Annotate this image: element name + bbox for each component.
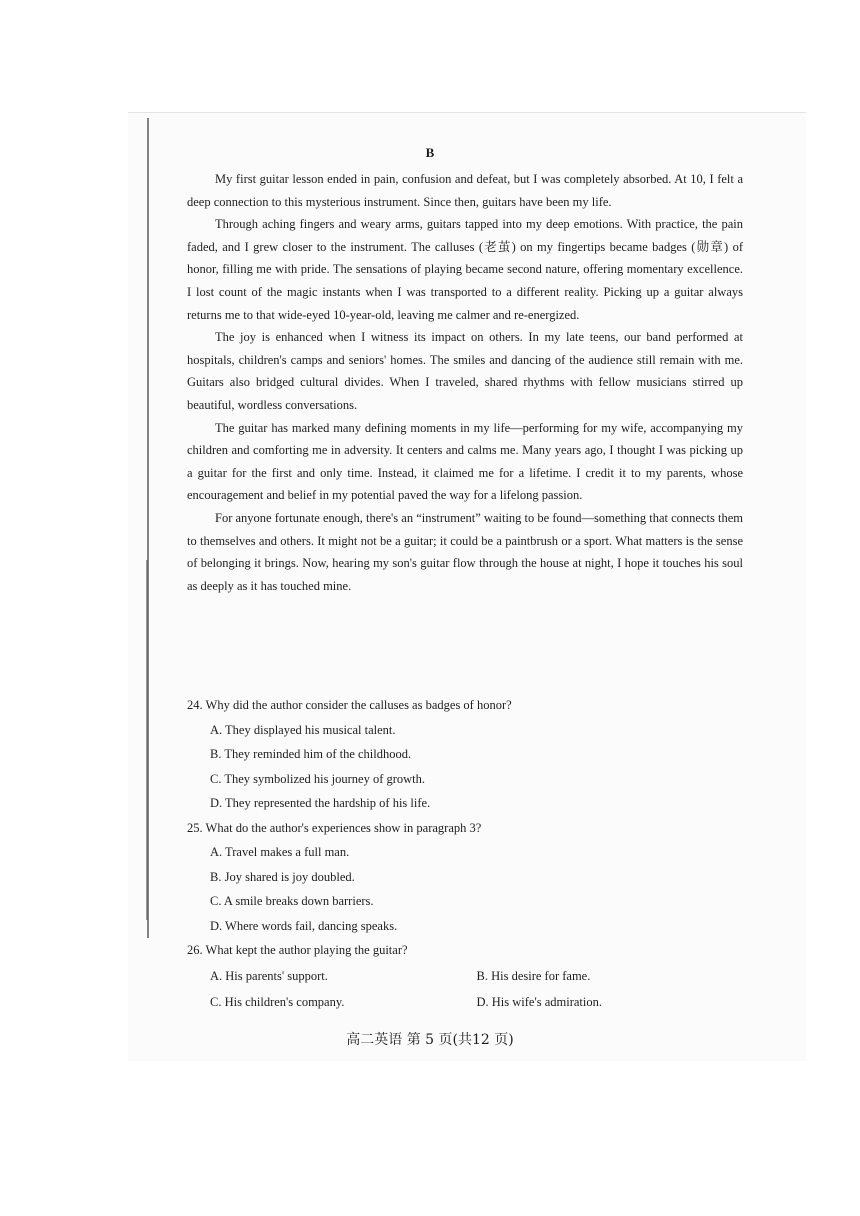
passage-paragraph: For anyone fortunate enough, there's an “instrument” waiting to be found—something that connects them to themselves and others. It might not be a guitar; it could be a paintbrush or a sport. What matters is the sense of belonging it brings. Now, hearing my son's guitar flow through the house at night, I hope it touches his soul as deeply as it has touched mine. <box>187 510 743 593</box>
passage-paragraph: The guitar has marked many defining moments in my life—performing for my wife, accompanying my children and comforting me in adversity. It centers and calms me. Many years ago, I thought I was picking up a guitar for the first and only time. Instead, it claimed me for a lifetime. I credit it to my parents, whose encouragement and belief in my potential paved the way for a lifelong passion. <box>187 420 743 503</box>
option-d: D. Where words fail, dancing speaks. <box>210 918 398 933</box>
page-footer: 高二英语 第 5 页(共12 页) <box>346 1032 514 1048</box>
option-a: A. Travel makes a full man. <box>210 845 350 859</box>
passage-paragraph: The joy is enhanced when I witness its impact on others. In my late teens, our band performed at hospitals, children's camps and seniors' homes. The smiles and dancing of the audience still remain with me. Guitars also bridged cultural divides. When I traveled, shared rhythms with fellow musicians stirred up beautiful, wordless conversations. <box>187 330 743 412</box>
question-24 <box>187 693 743 816</box>
option-b: B. They reminded him of the childhood. <box>210 747 412 761</box>
reading-passage <box>187 168 743 597</box>
question-stem: 26. What kept the author playing the guitar? <box>187 943 408 957</box>
option-d: D. They represented the hardship of his life. <box>210 796 431 810</box>
question-25 <box>187 816 743 939</box>
scan-edge-line <box>146 560 148 920</box>
option-c: C. His children's company. <box>210 994 345 1009</box>
section-heading: B <box>425 145 435 160</box>
question-26 <box>187 938 743 1015</box>
option-c: C. They symbolized his journey of growth. <box>210 771 426 786</box>
passage-paragraph: Through aching fingers and weary arms, guitars tapped into my deep emotions. With practice, the pain faded, and I grew closer to the instrument. The calluses (老茧) on my fingertips became badges (勋章) of honor, filling me with pride. The sensations of playing became second nature, offering momentary excellence. I lost count of the magic instants when I was transported to a different reality. Picking up a guitar always returns me to that wide-eyed 10-year-old, leaving me calmer and re-energized. <box>187 217 743 322</box>
option-a: A. They displayed his musical talent. <box>210 722 396 737</box>
option-d: D. His wife's admiration. <box>476 994 602 1009</box>
passage-paragraph: My first guitar lesson ended in pain, confusion and defeat, but I was completely absorbed. At 10, I felt a deep connection to this mysterious instrument. Since then, guitars have been my life. <box>187 172 743 209</box>
question-stem: 24. Why did the author consider the calluses as badges of honor? <box>187 698 512 712</box>
option-b: B. Joy shared is joy doubled. <box>210 869 355 884</box>
option-a: A. His parents' support. <box>210 968 328 983</box>
option-row <box>187 963 743 989</box>
option-c: C. A smile breaks down barriers. <box>210 894 374 908</box>
question-stem: 25. What do the author's experiences show in paragraph 3? <box>187 820 482 835</box>
option-row <box>187 989 743 1015</box>
option-b: B. His desire for fame. <box>476 968 591 983</box>
question-list <box>187 693 743 1015</box>
